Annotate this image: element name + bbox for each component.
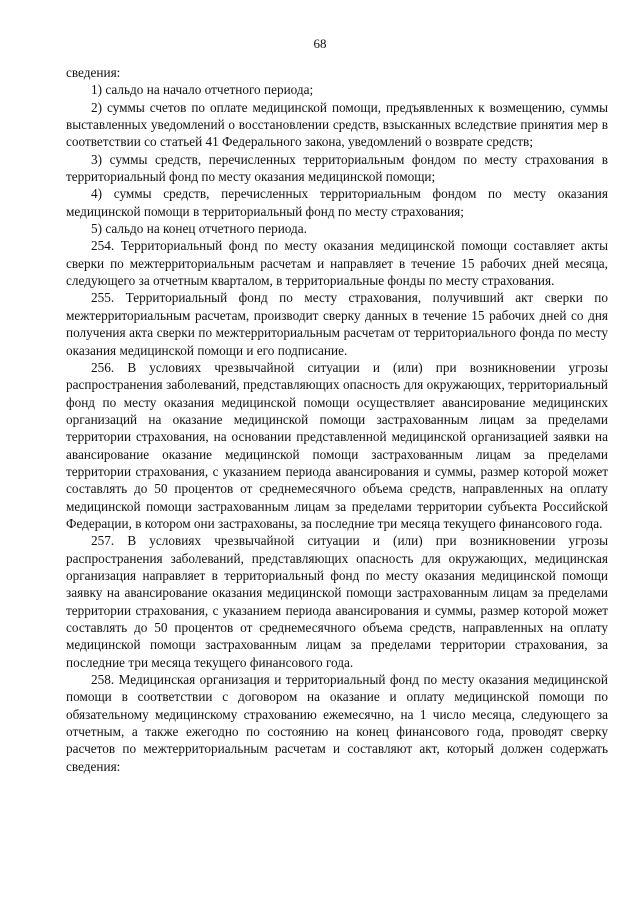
- list-item-5: 5) сальдо на конец отчетного периода.: [91, 221, 307, 237]
- document-body: [66, 64, 608, 775]
- page-number: 68: [313, 36, 327, 51]
- list-item-2: 2) суммы счетов по оплате медицинской помощи, предъявленных к возмещению, суммы выставленных уведомлений о восстановлении средств, взысканных вследствие принятия мер в соответствии со статьей 41 Федерального закона, уведомлений о возврате средств;: [66, 99, 608, 150]
- list-item-4: 4) суммы средств, перечисленных территориальным фондом по месту оказания медицинской помощи в территориальный фонд по месту страхования;: [66, 186, 608, 219]
- paragraph-255: 255. Территориальный фонд по месту страхования, получивший акт сверки по межтерриториальным расчетам, производит сверку данных в течение 15 рабочих дней со дня получения акта сверки по межтерриториальным расчетам от территориального фонда по месту оказания медицинской помощи и его подписание.: [66, 290, 608, 358]
- paragraph-257: 257. В условиях чрезвычайной ситуации и (или) при возникновении угрозы распространения заболеваний, представляющих опасность для окружающих, медицинская организация направляет в территориальный фонд по месту оказания медицинской помощи заявку на авансирование оказания медицинской помощи застрахованным лицам за пределами территории страхования, с указанием периода авансирования и суммы, размер которой может составлять до 50 процентов от среднемесячного объема средств, направленных на оплату медицинской помощи застрахованным лицам за пределами территории страхования, за последние три месяца текущего финансового года.: [66, 533, 608, 670]
- list-item-3: 3) суммы средств, перечисленных территориальным фондом по месту страхования в территориальный фонд по месту оказания медицинской помощи;: [66, 151, 608, 185]
- list-item-1: 1) сальдо на начало отчетного периода;: [91, 82, 314, 98]
- paragraph-258: 258. Медицинская организация и территориальный фонд по месту оказания медицинской помощи в соответствии с договором на оказание и оплату медицинской помощи по обязательному медицинскому страхованию ежемесячно, на 1 число месяца, следующего за отчетным, а также ежегодно по состоянию на конец финансового года, проводят сверку расчетов по межтерриториальным расчетам и составляют акт, который должен содержать сведения:: [66, 672, 608, 774]
- paragraph-254: 254. Территориальный фонд по месту оказания медицинской помощи составляет акты сверки по межтерриториальным расчетам и направляет в течение 15 рабочих дней месяца, следующего за отчетным кварталом, в территориальные фонды по месту страхования.: [66, 238, 608, 289]
- paragraph-256: 256. В условиях чрезвычайной ситуации и (или) при возникновении угрозы распространения заболеваний, представляющих опасность для окружающих, территориальный фонд по месту оказания медицинской помощи осуществляет авансирование медицинских организаций на оказание медицинской помощи застрахованным лицам за пределами территории страхования, на основании представленной медицинской организацией заявки на авансирование оказание медицинской помощи застрахованным лицам за пределами территории страхования, с указанием периода авансирования и суммы, размер которой может составлять до 50 процентов от среднемесячного объема средств, направленных на оплату медицинской помощи застрахованным лицам за пределами территории субъекта Российской Федерации, в котором они застрахованы, за последние три месяца текущего финансового года.: [66, 359, 608, 531]
- intro-paragraph: сведения:: [66, 65, 121, 80]
